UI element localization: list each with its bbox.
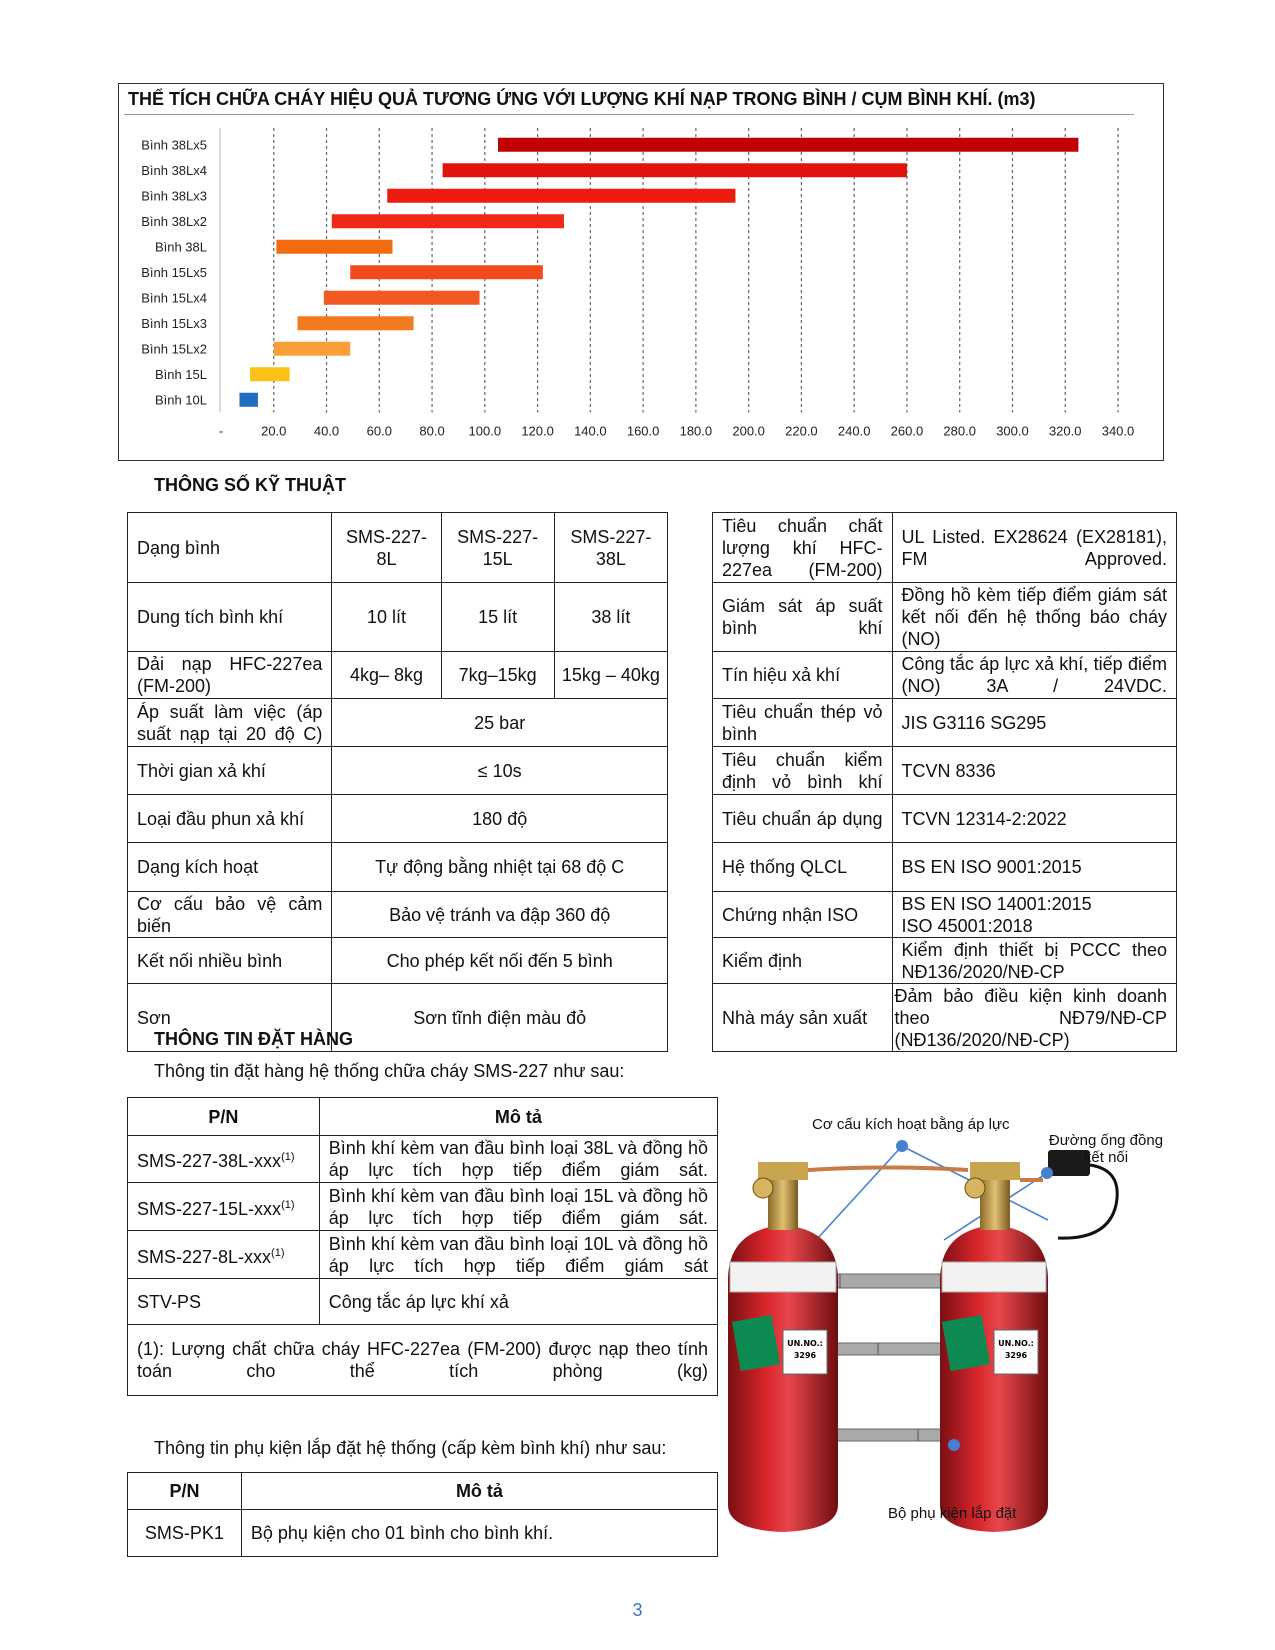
category-label: Bình 10L — [154, 392, 207, 408]
bar — [239, 393, 257, 407]
spec-value: JIS G3116 SG295 — [892, 699, 1176, 747]
table-row — [128, 843, 668, 892]
spec-label: Thời gian xả khí — [128, 747, 332, 795]
callout-dot — [948, 1439, 960, 1451]
spec-label: Tiêu chuẩn kiểm định vỏ bình khí — [713, 747, 893, 795]
x-tick-label: 60.0 — [366, 423, 392, 439]
x-tick-label: 200.0 — [732, 423, 765, 439]
order-footnote: (1): Lượng chất chữa cháy HFC-227ea (FM-200) được nạp theo tính toán cho thể tích phòng (kg) — [128, 1325, 718, 1396]
callout-pipe: Đường ống đồng kết nối — [1048, 1132, 1164, 1166]
un-code: 3296 — [1004, 1351, 1028, 1360]
spec-value: Bảo vệ tránh va đập 360 độ — [332, 892, 668, 938]
table-row — [713, 583, 1177, 652]
table-row — [128, 699, 668, 747]
spec-label: Loại đầu phun xả khí — [128, 795, 332, 843]
table-row — [128, 795, 668, 843]
bar — [324, 291, 480, 305]
iso-14001: BS EN ISO 14001:2015 — [901, 893, 1092, 914]
table-row — [128, 583, 668, 652]
cylinder-illustration — [728, 1110, 1188, 1540]
table-row — [128, 938, 668, 984]
cylinder-left — [728, 1162, 838, 1532]
spec-label: Dạng bình — [128, 513, 332, 583]
x-tick-label: 340.0 — [1101, 423, 1135, 439]
table-row — [128, 1183, 718, 1231]
page-number: 3 — [632, 1600, 643, 1620]
category-label: Bình 15Lx4 — [141, 290, 207, 306]
part-description: Bộ phụ kiện cho 01 bình cho bình khí. — [241, 1510, 717, 1557]
table-row — [713, 938, 1177, 984]
callout-dot — [1041, 1167, 1053, 1179]
x-tick-label: 120.0 — [521, 423, 554, 439]
spec-label: Áp suất làm việc (áp suất nạp tại 20 độ C) — [128, 699, 332, 747]
spec-value: Cho phép kết nối đến 5 bình — [332, 938, 668, 984]
category-label: Bình 15L — [154, 366, 207, 382]
category-label: Bình 38Lx4 — [141, 162, 207, 178]
bar — [298, 316, 414, 330]
callout-dot — [896, 1140, 908, 1152]
order-heading: THÔNG TIN ĐẶT HÀNG — [154, 1029, 353, 1049]
table-row — [128, 747, 668, 795]
table-row — [128, 1510, 718, 1557]
spec-label: Tiêu chuẩn áp dụng — [713, 795, 893, 843]
spec-value: Đồng hồ kèm tiếp điểm giám sát kết nối đến hệ thống báo cháy (NO) — [892, 583, 1176, 652]
spec-value: Công tắc áp lực xả khí, tiếp điểm (NO) 3A / 24VDC. — [892, 652, 1176, 699]
bar — [350, 265, 543, 279]
spec-value: UL Listed. EX28624 (EX28181), FM Approved. — [892, 513, 1176, 583]
table-row — [713, 843, 1177, 892]
x-tick-label: 160.0 — [626, 423, 660, 439]
part-number: SMS-PK1 — [128, 1510, 242, 1557]
x-tick-label: 220.0 — [785, 423, 818, 439]
chart-title-underline — [124, 114, 1134, 115]
part-number: STV-PS — [128, 1279, 320, 1325]
x-tick-label: 20.0 — [261, 423, 287, 439]
spec-label: Nhà máy sản xuất — [713, 984, 893, 1052]
order-table — [127, 1097, 718, 1396]
x-tick-label: 100.0 — [468, 423, 502, 439]
table-row — [128, 652, 668, 699]
spec-value: Tự động bằng nhiệt tại 68 độ C — [332, 843, 668, 892]
spec-value: Kiểm định thiết bị PCCC theo NĐ136/2020/NĐ-CP — [892, 938, 1176, 984]
spec-label: Giám sát áp suất bình khí — [713, 583, 893, 652]
table-header-row — [128, 1473, 718, 1510]
model-8l: SMS-227-8L — [332, 513, 441, 583]
column-header-pn: P/N — [128, 1098, 320, 1136]
un-label: UN.NO.: — [998, 1339, 1034, 1348]
part-description: Công tắc áp lực khí xả — [319, 1279, 717, 1325]
accessory-intro: Thông tin phụ kiện lắp đặt hệ thống (cấp kèm bình khí) như sau: — [154, 1438, 667, 1458]
spec-label: Tín hiệu xả khí — [713, 652, 893, 699]
spec-value: 7kg–15kg — [441, 652, 554, 699]
column-header-desc: Mô tả — [241, 1473, 717, 1510]
part-number: SMS-227-8L-xxx$^{(1)}$ — [128, 1231, 320, 1279]
range-bar-chart — [118, 118, 1158, 458]
spec-label: Dung tích bình khí — [128, 583, 332, 652]
spec-label: Chứng nhận ISO — [713, 892, 893, 938]
spec-label: Dạng kích hoạt — [128, 843, 332, 892]
table-header-row — [128, 1098, 718, 1136]
category-label: Bình 38Lx3 — [141, 188, 207, 204]
x-tick-label: 40.0 — [313, 423, 340, 439]
x-tick-label: - — [218, 423, 224, 439]
table-row — [128, 513, 668, 583]
model-15l: SMS-227-15L — [441, 513, 554, 583]
category-label: Bình 38Lx5 — [141, 137, 207, 153]
table-row — [713, 892, 1177, 938]
spec-value: ≤ 10s — [332, 747, 668, 795]
spec-value — [892, 892, 1176, 938]
category-label: Bình 15Lx5 — [141, 264, 207, 280]
category-label: Bình 38L — [154, 239, 207, 255]
spec-value: Sơn tĩnh điện màu đỏ — [332, 984, 668, 1052]
un-label: UN.NO.: — [787, 1339, 823, 1348]
spec-label: Kết nối nhiều bình — [128, 938, 332, 984]
table-row — [128, 1231, 718, 1279]
table-row — [713, 747, 1177, 795]
table-row — [128, 1325, 718, 1396]
spec-table-right — [712, 512, 1177, 1052]
x-tick-label: 80.0 — [419, 423, 445, 439]
spec-table-left — [127, 512, 668, 1052]
part-number: SMS-227-38L-xxx$^{(1)}$ — [128, 1136, 320, 1183]
spec-value: TCVN 8336 — [892, 747, 1176, 795]
bar — [332, 214, 564, 228]
x-tick-label: 260.0 — [890, 423, 924, 439]
bar — [276, 240, 392, 254]
table-row — [713, 984, 1177, 1052]
spec-label: Tiêu chuẩn chất lượng khí HFC-227ea (FM-200) — [713, 513, 893, 583]
x-tick-label: 240.0 — [837, 423, 871, 439]
spec-heading: THÔNG SỐ KỸ THUẬT — [154, 475, 346, 495]
spec-label: Dải nạp HFC-227ea (FM-200) — [128, 652, 332, 699]
spec-label: Sơn — [128, 984, 332, 1052]
spec-label: Kiểm định — [713, 938, 893, 984]
callout-actuator: Cơ cấu kích hoạt bằng áp lực — [812, 1116, 1010, 1133]
part-description: Bình khí kèm van đầu bình loại 10L và đồng hồ áp lực tích hợp tiếp điểm giám sát — [319, 1231, 717, 1279]
spec-value: 10 lít — [332, 583, 441, 652]
x-tick-label: 140.0 — [574, 423, 607, 439]
iso-45001: ISO 45001:2018 — [901, 915, 1033, 936]
table-row — [128, 1136, 718, 1183]
category-label: Bình 15Lx3 — [141, 315, 207, 331]
un-code: 3296 — [793, 1351, 817, 1360]
spec-value: 15 lít — [441, 583, 554, 652]
spec-value: 180 độ — [332, 795, 668, 843]
spec-label: Tiêu chuẩn thép vỏ bình — [713, 699, 893, 747]
x-tick-label: 180.0 — [679, 423, 713, 439]
table-row — [128, 892, 668, 938]
part-description: Bình khí kèm van đầu bình loại 15L và đồng hồ áp lực tích hợp tiếp điểm giám sát. — [319, 1183, 717, 1231]
column-header-pn: P/N — [128, 1473, 242, 1510]
category-label: Bình 15Lx2 — [141, 341, 207, 357]
bar — [498, 138, 1078, 152]
spec-value: BS EN ISO 9001:2015 — [892, 843, 1176, 892]
bar — [250, 367, 290, 381]
spec-value: Đảm bảo điều kiện kinh doanh theo NĐ79/NĐ-CP (NĐ136/2020/NĐ-CP) — [892, 984, 1176, 1052]
column-header-desc: Mô tả — [319, 1098, 717, 1136]
accessory-table — [127, 1472, 718, 1557]
spec-value: TCVN 12314-2:2022 — [892, 795, 1176, 843]
part-description: Bình khí kèm van đầu bình loại 38L và đồng hồ áp lực tích hợp tiếp điểm giám sát. — [319, 1136, 717, 1183]
order-intro: Thông tin đặt hàng hệ thống chữa cháy SMS-227 như sau: — [154, 1061, 625, 1081]
spec-value: 4kg– 8kg — [332, 652, 441, 699]
callout-kit: Bộ phụ kiện lắp đặt — [888, 1505, 1017, 1522]
chart-title: THỂ TÍCH CHỮA CHÁY HIỆU QUẢ TƯƠNG ỨNG VỚI LƯỢNG KHÍ NẠP TRONG BÌNH / CỤM BÌNH KHÍ. (m3) — [128, 89, 1036, 109]
x-tick-label: 280.0 — [943, 423, 976, 439]
table-row — [713, 795, 1177, 843]
spec-value: 25 bar — [332, 699, 668, 747]
spec-label: Hệ thống QLCL — [713, 843, 893, 892]
table-row — [713, 652, 1177, 699]
x-tick-label: 320.0 — [1048, 423, 1082, 439]
table-row — [128, 1279, 718, 1325]
category-label: Bình 38Lx2 — [141, 213, 207, 229]
bar — [387, 189, 735, 203]
part-number: SMS-227-15L-xxx$^{(1)}$ — [128, 1183, 320, 1231]
mounting-bracket — [823, 1274, 953, 1441]
copper-pipe — [808, 1168, 968, 1171]
spec-label: Cơ cấu bảo vệ cảm biến — [128, 892, 332, 938]
model-38l: SMS-227-38L — [554, 513, 667, 583]
cylinder-right — [940, 1162, 1048, 1532]
bar — [274, 342, 351, 356]
spec-value: 38 lít — [554, 583, 667, 652]
bar — [443, 163, 907, 177]
x-tick-label: 300.0 — [996, 423, 1029, 439]
table-row — [713, 699, 1177, 747]
table-row — [713, 513, 1177, 583]
spec-value: 15kg – 40kg — [554, 652, 667, 699]
